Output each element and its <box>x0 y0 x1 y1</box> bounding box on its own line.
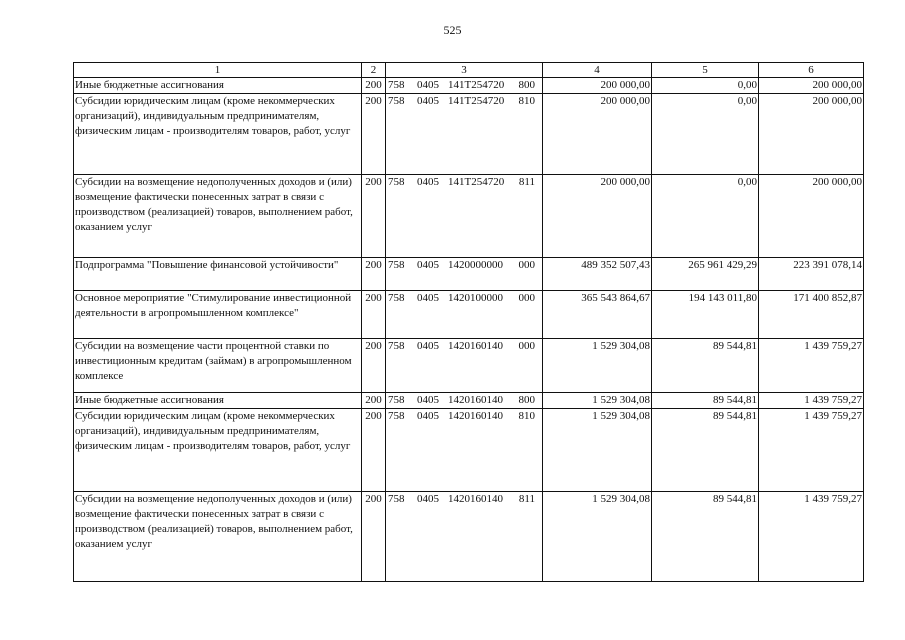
row-value-col5: 89 544,81 <box>652 409 759 492</box>
header-row <box>74 63 864 78</box>
page-number: 525 <box>443 23 462 37</box>
code-part: 000 <box>518 292 535 304</box>
row-value-col4: 1 529 304,08 <box>543 492 652 582</box>
header-cell: 6 <box>759 63 864 78</box>
row-section: 200 <box>362 78 386 94</box>
row-code <box>386 94 543 175</box>
table-row <box>74 94 864 175</box>
code-part: 0405 <box>417 292 439 304</box>
code-part: 0405 <box>417 340 439 352</box>
code-part: 810 <box>518 95 535 107</box>
row-section: 200 <box>362 291 386 339</box>
row-name: Субсидии на возмещение недополученных доходов и (или) возмещение фактически понесенных затрат в связи с производством (реализацией) товаров, выполнением работ, оказанием услуг <box>74 492 362 582</box>
row-value-col5: 0,00 <box>652 175 759 258</box>
row-value-col6: 1 439 759,27 <box>759 339 864 393</box>
row-section: 200 <box>362 94 386 175</box>
row-name: Субсидии на возмещение недополученных доходов и (или) возмещение фактически понесенных затрат в связи с производством (реализацией) товаров, выполнением работ, оказанием услуг <box>74 175 362 258</box>
row-code <box>386 339 543 393</box>
header-cell: 2 <box>362 63 386 78</box>
row-value-col6: 1 439 759,27 <box>759 409 864 492</box>
row-value-col5: 89 544,81 <box>652 393 759 409</box>
header-cell: 4 <box>543 63 652 78</box>
code-part: 1420100000 <box>448 292 503 304</box>
code-part: 0405 <box>417 176 439 188</box>
row-name: Субсидии юридическим лицам (кроме некоммерческих организаций), индивидуальным предпринимателям, физическим лицам - производителям товаров, работ, услуг <box>74 94 362 175</box>
code-part: 0405 <box>417 259 439 271</box>
code-part: 141T254720 <box>448 176 505 188</box>
code-part: 0405 <box>417 79 439 91</box>
row-name: Субсидии на возмещение части процентной ставки по инвестиционным кредитам (займам) в агропромышленном комплексе <box>74 339 362 393</box>
row-value-col4: 200 000,00 <box>543 78 652 94</box>
row-value-col4: 200 000,00 <box>543 94 652 175</box>
code-part: 758 <box>388 394 405 406</box>
code-part: 758 <box>388 79 405 91</box>
row-value-col4: 200 000,00 <box>543 175 652 258</box>
code-part: 141T254720 <box>448 79 505 91</box>
row-value-col6: 1 439 759,27 <box>759 393 864 409</box>
row-value-col5: 194 143 011,80 <box>652 291 759 339</box>
code-part: 0405 <box>417 95 439 107</box>
row-value-col5: 89 544,81 <box>652 339 759 393</box>
row-value-col6: 223 391 078,14 <box>759 258 864 291</box>
row-code <box>386 78 543 94</box>
row-code <box>386 393 543 409</box>
table-row <box>74 258 864 291</box>
row-name: Основное мероприятие "Стимулирование инвестиционной деятельности в агропромышленном комплексе" <box>74 291 362 339</box>
header-cell: 3 <box>386 63 543 78</box>
row-value-col4: 1 529 304,08 <box>543 393 652 409</box>
code-part: 758 <box>388 176 405 188</box>
header-cell: 5 <box>652 63 759 78</box>
row-value-col6: 1 439 759,27 <box>759 492 864 582</box>
table-row <box>74 393 864 409</box>
code-part: 800 <box>518 79 535 91</box>
code-part: 758 <box>388 410 405 422</box>
code-part: 811 <box>518 493 535 505</box>
row-code <box>386 291 543 339</box>
row-value-col5: 89 544,81 <box>652 492 759 582</box>
table-row <box>74 492 864 582</box>
code-part: 1420160140 <box>448 410 503 422</box>
row-name: Подпрограмма "Повышение финансовой устойчивости" <box>74 258 362 291</box>
header-cell: 1 <box>74 63 362 78</box>
code-part: 758 <box>388 259 405 271</box>
code-part: 1420160140 <box>448 394 503 406</box>
row-value-col4: 489 352 507,43 <box>543 258 652 291</box>
row-section: 200 <box>362 492 386 582</box>
table-row <box>74 409 864 492</box>
table-row <box>74 175 864 258</box>
row-value-col6: 200 000,00 <box>759 78 864 94</box>
table-row <box>74 291 864 339</box>
row-section: 200 <box>362 339 386 393</box>
table-row <box>74 78 864 94</box>
code-part: 000 <box>518 340 535 352</box>
code-part: 758 <box>388 95 405 107</box>
row-code <box>386 175 543 258</box>
code-part: 758 <box>388 493 405 505</box>
row-section: 200 <box>362 258 386 291</box>
row-value-col6: 200 000,00 <box>759 94 864 175</box>
code-part: 1420000000 <box>448 259 503 271</box>
code-part: 811 <box>518 176 535 188</box>
row-code <box>386 492 543 582</box>
code-part: 0405 <box>417 410 439 422</box>
code-part: 800 <box>518 394 535 406</box>
code-part: 758 <box>388 292 405 304</box>
code-part: 810 <box>518 410 535 422</box>
row-value-col4: 1 529 304,08 <box>543 339 652 393</box>
code-part: 1420160140 <box>448 493 503 505</box>
code-part: 141T254720 <box>448 95 505 107</box>
row-value-col6: 200 000,00 <box>759 175 864 258</box>
row-code <box>386 409 543 492</box>
row-name: Иные бюджетные ассигнования <box>74 393 362 409</box>
code-part: 000 <box>518 259 535 271</box>
row-value-col4: 365 543 864,67 <box>543 291 652 339</box>
row-value-col4: 1 529 304,08 <box>543 409 652 492</box>
row-code <box>386 258 543 291</box>
row-value-col5: 0,00 <box>652 78 759 94</box>
code-part: 1420160140 <box>448 340 503 352</box>
row-name: Субсидии юридическим лицам (кроме некоммерческих организаций), индивидуальным предпринимателям, физическим лицам - производителям товаров, работ, услуг <box>74 409 362 492</box>
code-part: 0405 <box>417 493 439 505</box>
budget-table <box>73 62 864 582</box>
row-section: 200 <box>362 393 386 409</box>
row-name: Иные бюджетные ассигнования <box>74 78 362 94</box>
row-value-col5: 265 961 429,29 <box>652 258 759 291</box>
code-part: 0405 <box>417 394 439 406</box>
row-section: 200 <box>362 175 386 258</box>
table-row <box>74 339 864 393</box>
row-value-col5: 0,00 <box>652 94 759 175</box>
code-part: 758 <box>388 340 405 352</box>
row-value-col6: 171 400 852,87 <box>759 291 864 339</box>
row-section: 200 <box>362 409 386 492</box>
